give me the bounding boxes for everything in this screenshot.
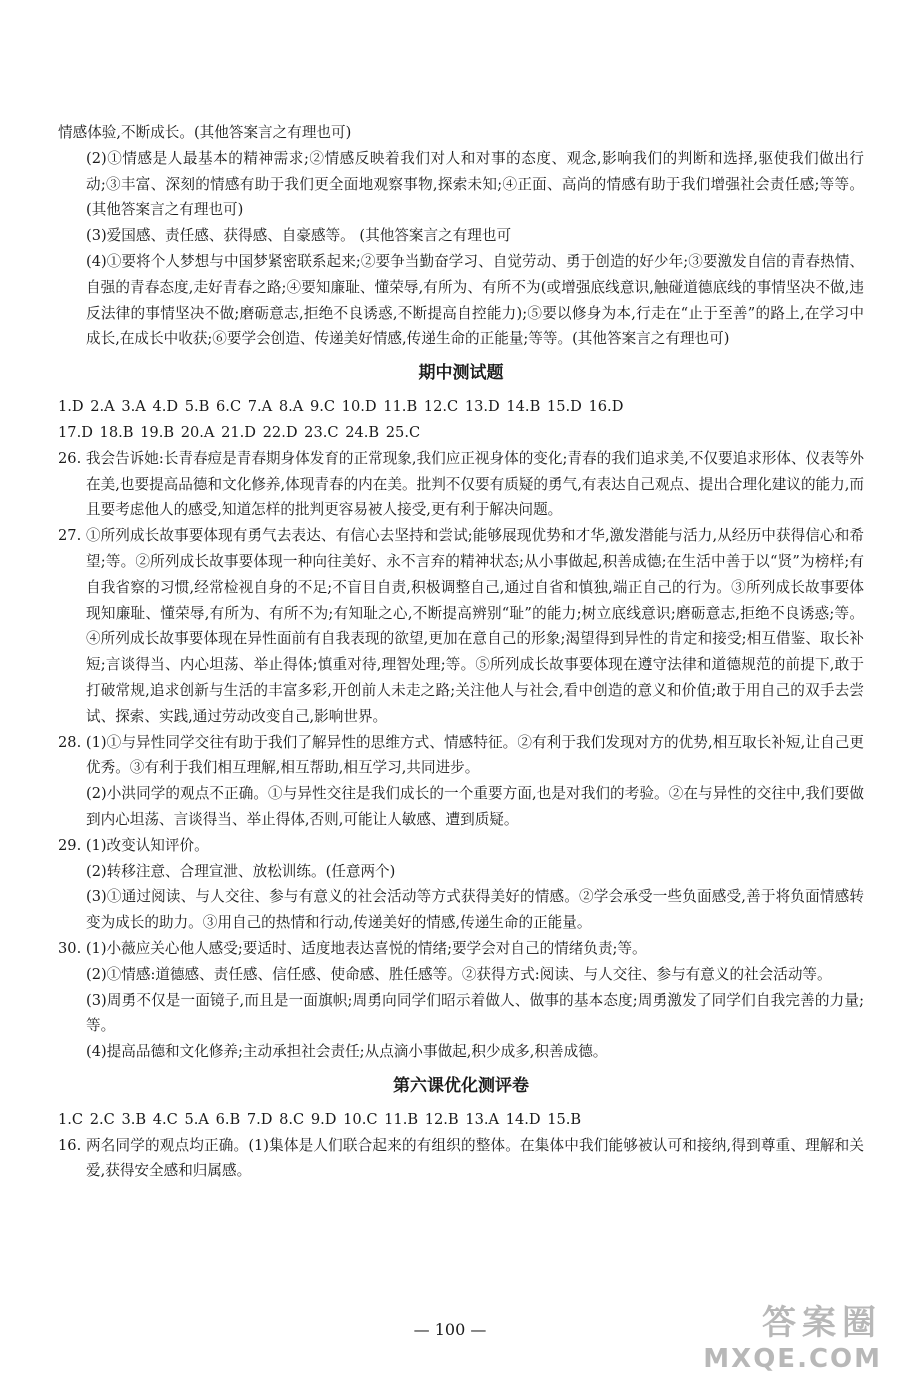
answer-28-2: (2)小洪同学的观点不正确。①与异性交往是我们成长的一个重要方面,也是对我们的考验。②在与异性的交往中,我们要做到内心坦荡、言谈得当、举止得体,否则,可能让人敏感、遭到质疑。 bbox=[86, 785, 864, 828]
paragraph: (3)爱国感、责任感、获得感、自豪感等。 (其他答案言之有理也可 bbox=[86, 227, 512, 245]
answer-30: 30. (1)小薇应关心他人感受;要适时、适度地表达喜悦的情绪;要学会对自己的情绪负责;等。 bbox=[58, 939, 647, 957]
section-title: 第六课优化测评卷 bbox=[393, 1075, 529, 1096]
watermark-url: MXQE.COM bbox=[703, 1344, 882, 1374]
answer-30-4: (4)提高品德和文化修养;主动承担社会责任;从点滴小事做起,积少成多,积善成德。 bbox=[86, 1043, 608, 1061]
answer-29-2: (2)转移注意、合理宣泄、放松训练。(任意两个) bbox=[86, 862, 396, 880]
page-number: — 100 — bbox=[413, 1320, 487, 1339]
watermark-logo bbox=[662, 1302, 882, 1382]
paragraph: 情感体验,不断成长。(其他答案言之有理也可) bbox=[58, 124, 352, 141]
watermark-text: 答案圈 bbox=[762, 1303, 882, 1343]
paragraph: (2)①情感是人最基本的精神需求;②情感反映着我们对人和对事的态度、观念,影响我们的判断和选择,驱使我们做出行动;③丰富、深刻的情感有助于我们更全面地观察事物,探索未知;④正面、高尚的情感有助于我们增强社会责任感;等等。(其他答案言之有理也可) bbox=[86, 149, 864, 219]
choice-answers: 1.C 2.C 3.B 4.C 5.A 6.B 7.D 8.C 9.D 10.C 11.B 12.B 13.A 14.D 15.B bbox=[58, 1110, 582, 1128]
section-title: 期中测试题 bbox=[418, 363, 504, 384]
answer-30-3: (3)周勇不仅是一面镜子,而且是一面旗帜;周勇向同学们昭示着做人、做事的基本态度;周勇激发了同学们自我完善的力量;等。 bbox=[86, 991, 864, 1035]
answer-29: 29. (1)改变认知评价。 bbox=[58, 836, 209, 854]
answer-30-2: (2)①情感:道德感、责任感、信任感、使命感、胜任感等。②获得方式:阅读、与人交往、参与有意义的社会活动等。 bbox=[86, 965, 832, 983]
choice-answers: 17.D 18.B 19.B 20.A 21.D 22.D 23.C 24.B 25.C bbox=[58, 423, 421, 441]
answer-text-body bbox=[58, 120, 864, 1184]
choice-answers: 1.D 2.A 3.A 4.D 5.B 6.C 7.A 8.A 9.C 10.D 11.B 12.C 13.D 14.B 15.D 16.D bbox=[58, 398, 624, 416]
paragraph: (4)①要将个人梦想与中国梦紧密联系起来;②要争当勤奋学习、自觉劳动、勇于创造的好少年;③要激发自信的青春热情、自强的青春态度,走好青春之路;④要知廉耻、懂荣辱,有所为、有所不为(或增强底线意识,触碰道德底线的事情坚决不做,违反法律的事情坚决不做;磨砺意志,拒绝不良诱惑,不断提高自控能力);⑤要以修身为本,行走在“止于至善”的路上,在学习中成长,在成长中收获;⑥要学会创造、传递美好情感,传递生命的正能量;等等。(其他答案言之有理也可) bbox=[86, 252, 864, 348]
answer-28: 28. (1)①与异性同学交往有助于我们了解异性的思维方式、情感特征。②有利于我们发现对方的优势,相互取长补短,让自己更优秀。③有利于我们相互理解,相互帮助,相互学习,共同进步。 bbox=[58, 733, 864, 777]
answer-27: 27. ①所列成长故事要体现有勇气去表达、有信心去坚持和尝试;能够展现优势和才华,激发潜能与活力,从经历中获得信心和希望;等。②所列成长故事要体现一种向往美好、永不言弃的精神状态;从小事做起,积善成德;在生活中善于以“贤”为榜样;有自我省察的习惯,经常检视自身的不足;不盲目自责,积极调整自己,通过自省和慎独,端正自己的行为。③所列成长故事要体现知廉耻、懂荣辱,有所为、有所不为;有知耻之心,不断提高辨别“耻”的能力;树立底线意识;磨砺意志,拒绝不良诱惑;等。④所列成长故事要体现在异性面前有自我表现的欲望,更加在意自己的形象;渴望得到异性的肯定和接受;相互借鉴、取长补短;言谈得当、内心坦荡、举止得体;慎重对待,理智处理;等。⑤所列成长故事要体现在遵守法律和道德规范的前提下,敢于打破常规,追求创新与生活的丰富多彩,开创前人未走之路;关注他人与社会,看中创造的意义和价值;敢于用自己的双手去尝试、探索、实践,通过劳动改变自己,影响世界。 bbox=[58, 527, 864, 725]
answer-16: 16. 两名同学的观点均正确。(1)集体是人们联合起来的有组织的整体。在集体中我们能够被认可和接纳,得到尊重、理解和关爱,获得安全感和归属感。 bbox=[58, 1136, 864, 1180]
answer-26: 26. 我会告诉她:长青春痘是青春期身体发育的正常现象,我们应正视身体的变化;青春的我们追求美,不仅要追求形体、仪表等外在美,也要提高品德和文化修养,体现青春的内在美。批判不仅要有质疑的勇气,有表达自己观点、提出合理化建议的能力,而且要考虑他人的感受,知道怎样的批判更容易被人接受,更有利于解决问题。 bbox=[58, 449, 864, 519]
answer-29-3: (3)①通过阅读、与人交往、参与有意义的社会活动等方式获得美好的情感。②学会承受一些负面感受,善于将负面情感转变为成长的助力。③用自己的热情和行动,传递美好的情感,传递生命的正能量。 bbox=[86, 888, 864, 932]
